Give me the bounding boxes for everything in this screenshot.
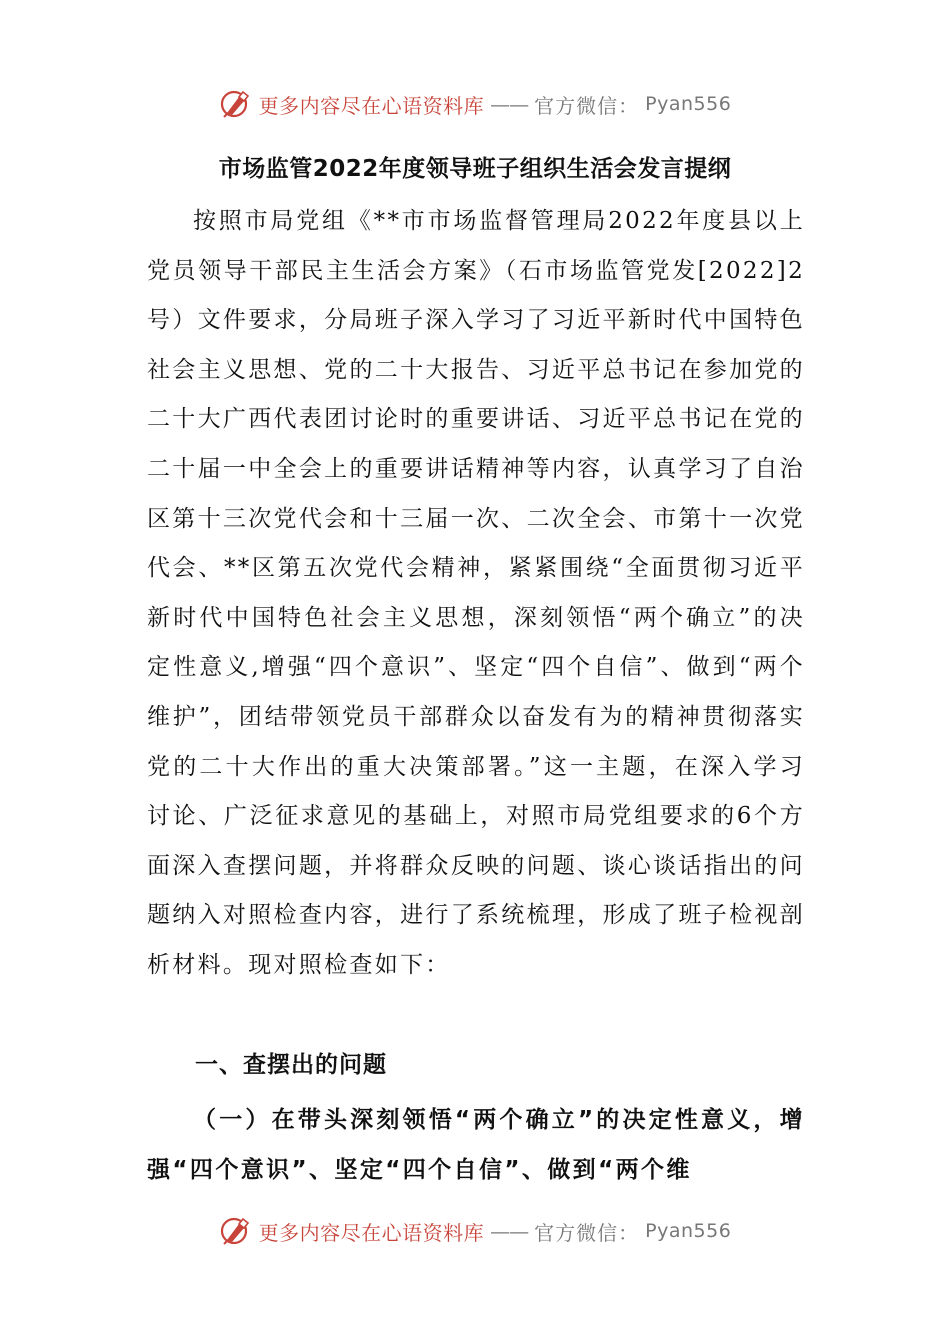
section-heading: 一、查摆出的问题	[195, 1052, 387, 1078]
document-title: 市场监管2022年度领导班子组织生活会发言提纲	[218, 156, 732, 182]
subsection-heading: （一）在带头深刻领悟“两个确立”的决定性意义，增强“四个意识”、坚定“四个自信”、做到“两个维	[147, 1107, 805, 1183]
wechat-account: Pyan556	[645, 93, 732, 115]
brand-text: 更多内容尽在心语资料库	[258, 1220, 485, 1245]
pen-nib-logo-icon	[219, 1214, 253, 1248]
brand-text: 更多内容尽在心语资料库	[258, 93, 485, 118]
wechat-label: 官方微信：	[534, 93, 640, 118]
pen-nib-logo-icon	[219, 87, 253, 121]
wechat-account: Pyan556	[645, 1220, 732, 1242]
footer-watermark-banner	[0, 1211, 950, 1251]
banner-separator: ——	[490, 92, 529, 116]
header-watermark-banner	[0, 84, 950, 124]
wechat-label: 官方微信：	[534, 1220, 640, 1245]
body-paragraph: 按照市局党组《**市市场监督管理局2022年度县以上党员领导干部民主生活会方案》（石市场监管党发[2022]2号）文件要求，分局班子深入学习了习近平新时代中国特色社会主义思想、党的二十大报告、习近平总书记在参加党的二十大广西代表团讨论时的重要讲话、习近平总书记在党的二十届一中全会上的重要讲话精神等内容，认真学习了自治区第十三次党代会和十三届一次、二次全会、市第十一次党代会、**区第五次党代会精神，紧紧围绕“全面贯彻习近平新时代中国特色社会主义思想，深刻领悟“两个确立”的决定性意义,增强“四个意识”、坚定“四个自信”、做到“两个维护”，团结带领党员干部群众以奋发有为的精神贯彻落实党的二十大作出的重大决策部署。”这一主题，在深入学习讨论、广泛征求意见的基础上，对照市局党组要求的6个方面深入查摆问题，并将群众反映的问题、谈心谈话指出的问题纳入对照检查内容，进行了系统梳理，形成了班子检视剖析材料。现对照检查如下：	[147, 208, 805, 978]
banner-separator: ——	[490, 1219, 529, 1243]
